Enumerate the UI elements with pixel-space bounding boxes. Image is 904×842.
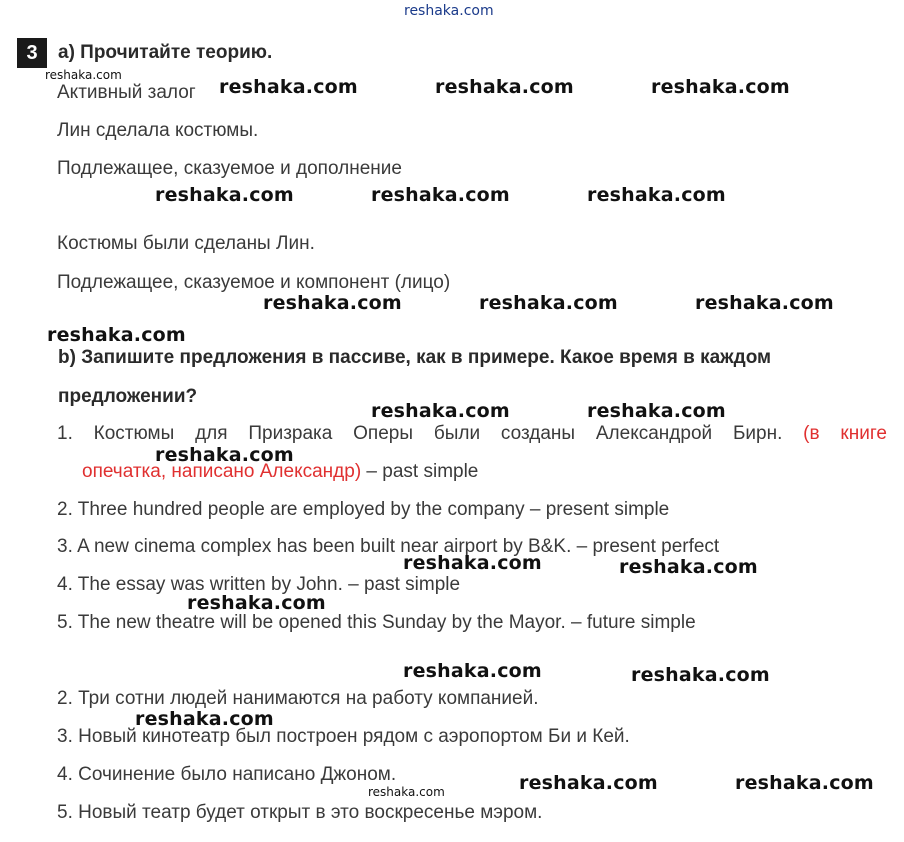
watermark: reshaka.com [155, 444, 294, 466]
part-b-heading-line1: b) Запишите предложения в пассиве, как в примере. Какое время в каждом [58, 347, 772, 368]
watermark-small: reshaka.com [368, 785, 445, 799]
watermark: reshaka.com [587, 184, 726, 206]
exercise-number-badge: 3 [17, 38, 47, 68]
theory-line-active-voice: Активный залог [57, 82, 196, 103]
watermark: reshaka.com [651, 76, 790, 98]
english-sentence-5: 5. The new theatre will be opened this Sunday by the Mayor. – future simple [57, 612, 696, 633]
watermark: reshaka.com [371, 400, 510, 422]
item-1-word: Костюмы [93, 423, 175, 444]
item-1-word: созданы [500, 423, 576, 444]
item-1-note-word: (в [803, 423, 820, 444]
watermark: reshaka.com [519, 772, 658, 794]
item-1-word: Призрака [248, 423, 333, 444]
watermark: reshaka.com [371, 184, 510, 206]
watermark: reshaka.com [47, 324, 186, 346]
watermark: reshaka.com [155, 184, 294, 206]
item-1-word: Бирн. [732, 423, 783, 444]
russian-sentence-2: 2. Три сотни людей нанимаются на работу компанией. [57, 688, 539, 709]
watermark: reshaka.com [187, 592, 326, 614]
item-1-line1 [57, 423, 887, 445]
theory-line-example-active: Лин сделала костюмы. [57, 120, 259, 141]
item-1-note-word: книге [840, 423, 887, 444]
watermark-small: reshaka.com [45, 68, 122, 82]
theory-line-structure-active: Подлежащее, сказуемое и дополнение [57, 158, 402, 179]
russian-sentence-4: 4. Сочинение было написано Джоном. [57, 764, 397, 785]
watermark: reshaka.com [435, 76, 574, 98]
item-1-word: Александрой [595, 423, 713, 444]
part-a-heading: a) Прочитайте теорию. [58, 42, 273, 63]
watermark: reshaka.com [695, 292, 834, 314]
item-1-typo-note: опечатка, написано Александр) [82, 461, 362, 482]
watermark: reshaka.com [631, 664, 770, 686]
item-1-word: Оперы [353, 423, 414, 444]
english-sentence-4: 4. The essay was written by John. – past simple [57, 574, 461, 595]
item-1-word: 1. [57, 423, 73, 444]
watermark: reshaka.com [735, 772, 874, 794]
item-1-word: были [433, 423, 481, 444]
watermark: reshaka.com [263, 292, 402, 314]
watermark: reshaka.com [479, 292, 618, 314]
part-b-heading-line2: предложении? [58, 386, 198, 407]
watermark: reshaka.com [403, 660, 542, 682]
russian-sentence-5: 5. Новый театр будет открыт в это воскресенье мэром. [57, 802, 543, 823]
watermark: reshaka.com [219, 76, 358, 98]
watermark: reshaka.com [403, 552, 542, 574]
watermark: reshaka.com [135, 708, 274, 730]
english-sentence-3: 3. A new cinema complex has been built near airport by B&K. – present perfect [57, 536, 720, 557]
top-watermark: reshaka.com [404, 3, 494, 19]
english-sentence-2: 2. Three hundred people are employed by the company – present simple [57, 499, 670, 520]
item-1-word: для [195, 423, 228, 444]
theory-line-structure-passive: Подлежащее, сказуемое и компонент (лицо) [57, 272, 451, 293]
russian-sentence-3: 3. Новый кинотеатр был построен рядом с аэропортом Би и Кей. [57, 726, 630, 747]
watermark: reshaka.com [587, 400, 726, 422]
watermark: reshaka.com [619, 556, 758, 578]
theory-line-example-passive: Костюмы были сделаны Лин. [57, 233, 315, 254]
item-1-tense: – past simple [361, 461, 479, 482]
